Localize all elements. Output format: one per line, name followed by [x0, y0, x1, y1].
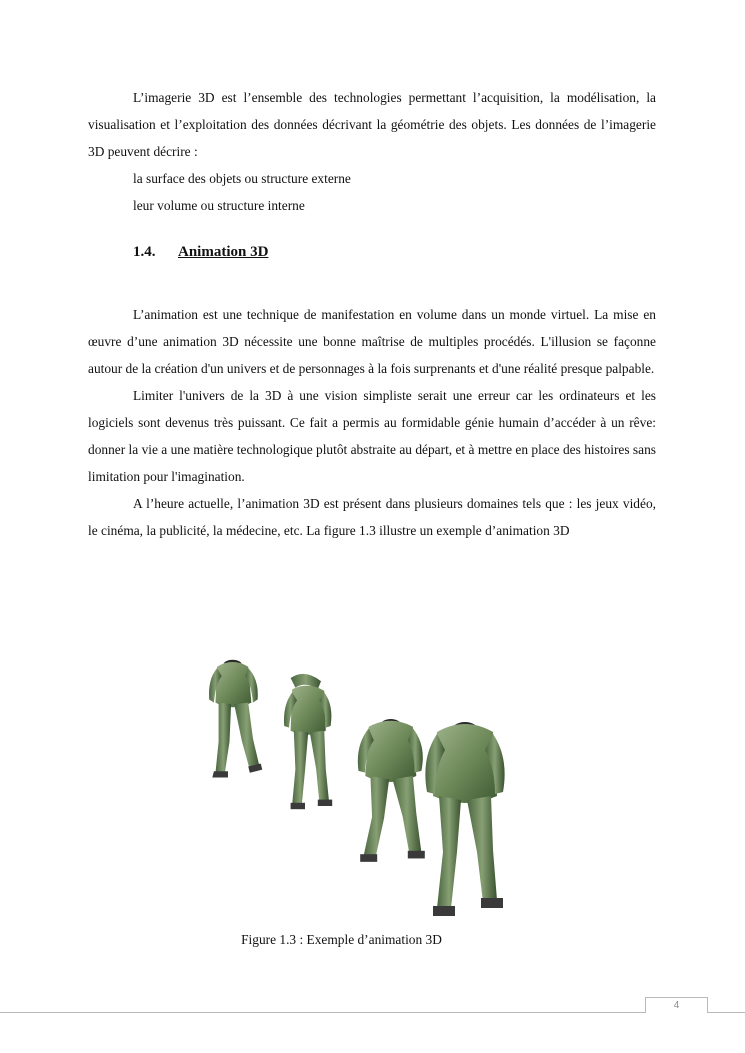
page-number: 4: [645, 997, 708, 1013]
section-number: 1.4.: [133, 244, 156, 260]
body-paragraph-3: A l’heure actuelle, l’animation 3D est présent dans plusieurs domaines tels que : les jeux vidéo, le cinéma, la publicité, la médecine, etc. La figure 1.3 illustre un exemple d’animation 3D: [88, 496, 656, 538]
character-figure-4: [425, 722, 504, 916]
character-figure-2: [284, 674, 332, 809]
intro-list: [88, 165, 656, 219]
figure-caption: Figure 1.3 : Exemple d’animation 3D: [241, 932, 442, 947]
intro-paragraph: L’imagerie 3D est l’ensemble des technologies permettant l’acquisition, la modélisation, la visualisation et l’exploitation des données décrivant la géométrie des objets. Les données de l’imagerie 3D peuvent décrire :: [88, 90, 656, 159]
figure-3d-animation: [195, 640, 535, 925]
body-block: [88, 301, 656, 544]
body-paragraph-1: L’animation est une technique de manifestation en volume dans un monde virtuel. La mise en œuvre d’une animation 3D nécessite une bonne maîtrise de multiples procédés. L'illusion se façonne autour de la création d'un univers et de personnages à la fois surprenants et d'une réalité presque palpable.: [88, 307, 656, 376]
list-item: leur volume ou structure interne: [133, 198, 305, 213]
armored-figures-illustration: [195, 640, 535, 925]
section-title: Animation 3D: [178, 244, 269, 260]
character-figure-1: [209, 660, 262, 778]
list-item: la surface des objets ou structure externe: [133, 171, 351, 186]
character-figure-3: [358, 719, 425, 862]
body-paragraph-2: Limiter l'univers de la 3D à une vision simpliste serait une erreur car les ordinateurs et les logiciels sont devenus très puissant. Ce fait a permis au formidable génie humain d’accéder à un rêve: donner la vie a une matière technologique plutôt abstraite au départ, et à mettre en place des histoires sans limitation pour l'imagination.: [88, 388, 656, 484]
section-heading: [133, 244, 268, 261]
footer-rule: [0, 1012, 745, 1013]
intro-block: [88, 84, 656, 219]
